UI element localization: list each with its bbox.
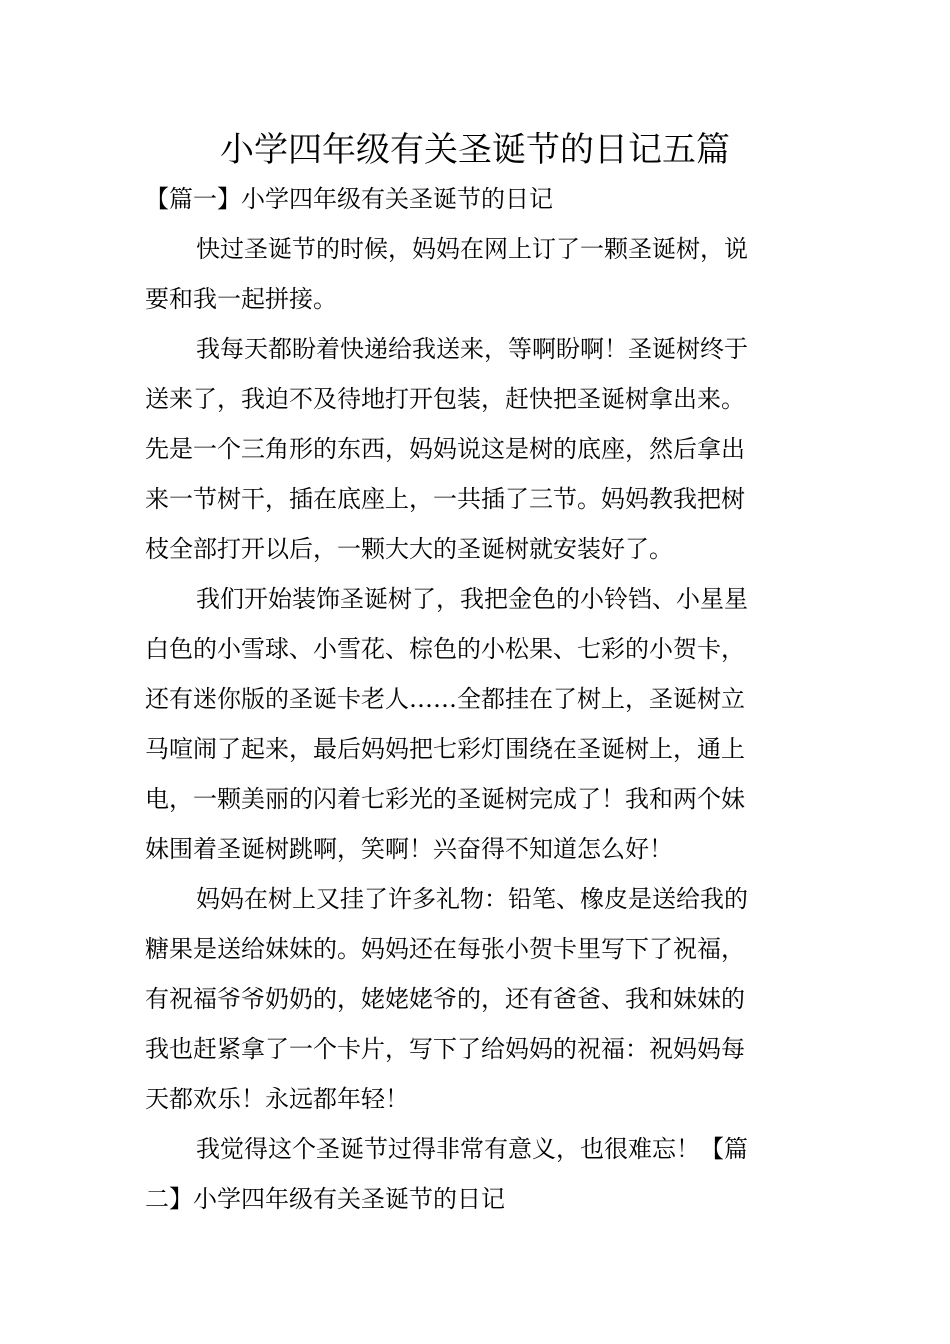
paragraph-line: 电，一颗美丽的闪着七彩光的圣诞树完成了！我和两个妹 <box>145 785 745 813</box>
paragraph-line: 送来了，我迫不及待地打开包装，赶快把圣诞树拿出来。 <box>145 385 745 413</box>
paragraph-line: 白色的小雪球、小雪花、棕色的小松果、七彩的小贺卡， <box>145 635 745 663</box>
paragraph-line: 糖果是送给妹妹的。妈妈还在每张小贺卡里写下了祝福， <box>145 935 745 963</box>
paragraph-line: 妹围着圣诞树跳啊，笑啊！兴奋得不知道怎么好！ <box>145 835 673 863</box>
paragraph-line: 快过圣诞节的时候，妈妈在网上订了一颗圣诞树，说 <box>196 235 748 263</box>
section-heading: 【篇一】小学四年级有关圣诞节的日记 <box>145 185 553 213</box>
paragraph-line: 枝全部打开以后，一颗大大的圣诞树就安装好了。 <box>145 535 673 563</box>
paragraph-line: 妈妈在树上又挂了许多礼物：铅笔、橡皮是送给我的 <box>196 885 748 913</box>
paragraph-line: 来一节树干，插在底座上，一共插了三节。妈妈教我把树 <box>145 485 745 513</box>
paragraph-line: 天都欢乐！永远都年轻！ <box>145 1085 409 1113</box>
paragraph-line: 二】小学四年级有关圣诞节的日记 <box>145 1185 505 1213</box>
document-title: 小学四年级有关圣诞节的日记五篇 <box>220 130 730 170</box>
paragraph-line: 先是一个三角形的东西，妈妈说这是树的底座，然后拿出 <box>145 435 745 463</box>
paragraph-line: 马喧闹了起来，最后妈妈把七彩灯围绕在圣诞树上，通上 <box>145 735 745 763</box>
paragraph-line: 我也赶紧拿了一个卡片，写下了给妈妈的祝福：祝妈妈每 <box>145 1035 745 1063</box>
paragraph-line: 要和我一起拼接。 <box>145 285 337 313</box>
paragraph-line: 我觉得这个圣诞节过得非常有意义，也很难忘！【篇 <box>196 1135 748 1163</box>
paragraph-line: 还有迷你版的圣诞卡老人……全都挂在了树上，圣诞树立 <box>145 685 745 713</box>
paragraph-line: 我们开始装饰圣诞树了，我把金色的小铃铛、小星星 <box>196 585 748 613</box>
paragraph-line: 有祝福爷爷奶奶的，姥姥姥爷的，还有爸爸、我和妹妹的 <box>145 985 745 1013</box>
paragraph-line: 我每天都盼着快递给我送来，等啊盼啊！圣诞树终于 <box>196 335 748 363</box>
